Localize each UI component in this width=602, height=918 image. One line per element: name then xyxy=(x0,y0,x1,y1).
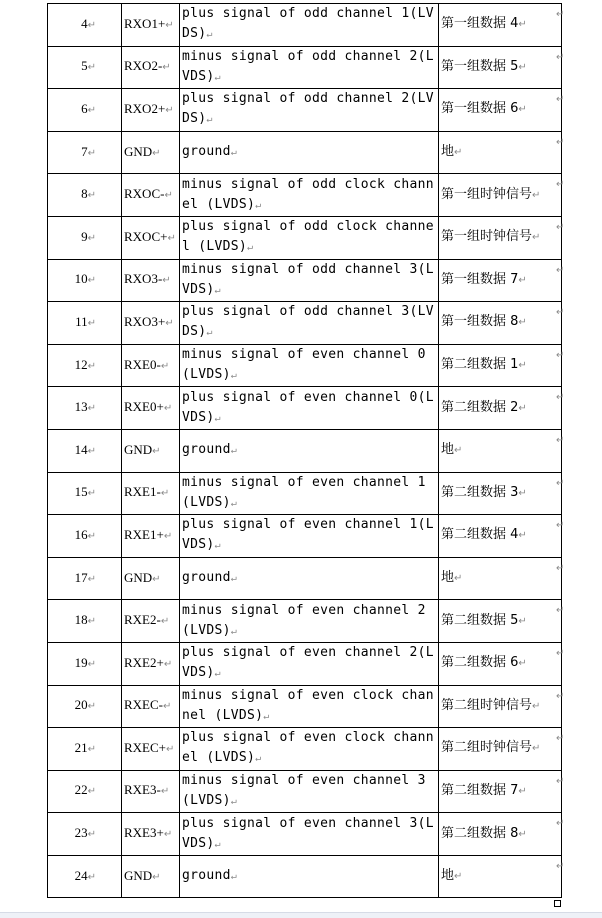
row-end-mark-icon: ↵ xyxy=(556,307,565,318)
table-row xyxy=(48,4,562,47)
paragraph-mark-icon: ↵ xyxy=(87,701,96,713)
chinese-description-text: 第二组数据 3 xyxy=(441,484,519,500)
signal-name-cell[interactable] xyxy=(122,216,180,259)
paragraph-mark-icon: ↵ xyxy=(454,147,463,159)
paragraph-mark-icon: ↵ xyxy=(518,19,527,31)
paragraph-mark-icon: ↵ xyxy=(247,242,254,254)
row-end-mark-icon: ↵ xyxy=(556,861,565,872)
paragraph-mark-icon: ↵ xyxy=(518,104,527,116)
pin-number-text: 24 xyxy=(74,867,88,883)
signal-description-text: ground xyxy=(182,442,231,458)
signal-description-text: ground xyxy=(182,144,231,160)
paragraph-mark-icon: ↵ xyxy=(230,445,238,457)
chinese-description-text: 地 xyxy=(441,868,455,884)
paragraph-mark-icon: ↵ xyxy=(518,785,527,797)
chinese-description-text: 第二组数据 8 xyxy=(441,825,519,841)
paragraph-mark-icon: ↵ xyxy=(214,71,221,83)
pin-number-text: 18 xyxy=(74,612,88,628)
chinese-description-text: 第一组时钟信号 xyxy=(441,229,533,245)
signal-name-cell[interactable] xyxy=(122,472,180,515)
paragraph-mark-icon: ↵ xyxy=(518,658,527,670)
chinese-description-cell[interactable] xyxy=(439,131,565,174)
table-row xyxy=(48,770,562,813)
paragraph-mark-icon: ↵ xyxy=(454,573,463,585)
signal-description-text: minus signal of even channel 3 (LVDS) xyxy=(182,772,426,808)
pin-number-cell[interactable] xyxy=(48,515,122,558)
row-end-mark-icon: ↵ xyxy=(556,520,565,531)
paragraph-mark-icon: ↵ xyxy=(532,232,541,244)
signal-description-text: ground xyxy=(182,868,231,884)
signal-name-text: RXOC+ xyxy=(124,228,168,244)
chinese-description-text: 第一组数据 6 xyxy=(441,101,519,117)
pin-number-cell[interactable] xyxy=(48,174,122,217)
signal-description-cell[interactable] xyxy=(180,387,439,430)
signal-name-text: GND xyxy=(124,143,153,159)
paragraph-mark-icon: ↵ xyxy=(164,190,173,202)
paragraph-mark-icon: ↵ xyxy=(532,189,541,201)
paragraph-mark-icon: ↵ xyxy=(230,625,238,637)
signal-description-text: plus signal of even channel 3(LVDS) xyxy=(182,815,434,851)
signal-name-cell[interactable] xyxy=(122,557,180,600)
signal-description-cell[interactable] xyxy=(180,131,439,174)
pin-number-text: 15 xyxy=(74,484,88,500)
signal-description-text: minus signal of odd clock channel (LVDS) xyxy=(182,176,434,212)
row-end-mark-icon: ↵ xyxy=(556,563,565,574)
paragraph-mark-icon: ↵ xyxy=(87,743,96,755)
paragraph-mark-icon: ↵ xyxy=(214,540,221,552)
signal-name-cell[interactable] xyxy=(122,344,180,387)
pin-number-cell[interactable] xyxy=(48,429,122,472)
paragraph-mark-icon: ↵ xyxy=(87,445,96,457)
table-row xyxy=(48,685,562,728)
table-row xyxy=(48,131,562,174)
chinese-description-cell[interactable] xyxy=(439,728,565,771)
paragraph-mark-icon: ↵ xyxy=(518,360,527,372)
paragraph-mark-icon: ↵ xyxy=(255,199,262,211)
signal-name-text: GND xyxy=(124,867,153,883)
chinese-description-cell[interactable] xyxy=(439,216,565,259)
pin-number-text: 6 xyxy=(81,100,88,116)
paragraph-mark-icon: ↵ xyxy=(152,573,161,585)
pin-number-cell[interactable] xyxy=(48,728,122,771)
paragraph-mark-icon: ↵ xyxy=(518,274,527,286)
paragraph-mark-icon: ↵ xyxy=(214,668,221,680)
paragraph-mark-icon: ↵ xyxy=(87,573,96,585)
paragraph-mark-icon: ↵ xyxy=(518,402,527,414)
chinese-description-text: 第一组数据 8 xyxy=(441,314,519,330)
pin-number-text: 11 xyxy=(75,313,88,329)
paragraph-mark-icon: ↵ xyxy=(162,62,171,74)
row-end-mark-icon: ↵ xyxy=(556,478,565,489)
chinese-description-text: 第二组数据 7 xyxy=(441,782,519,798)
signal-description-text: plus signal of even channel 1(LVDS) xyxy=(182,517,434,553)
signal-description-text: minus signal of odd channel 3(LVDS) xyxy=(182,261,434,297)
pin-number-text: 23 xyxy=(74,825,88,841)
paragraph-mark-icon: ↵ xyxy=(518,317,527,329)
paragraph-mark-icon: ↵ xyxy=(160,616,170,628)
pin-table-body xyxy=(48,4,565,898)
signal-description-text: minus signal of even channel 1 (LVDS) xyxy=(182,474,426,510)
chinese-description-cell[interactable] xyxy=(439,600,565,643)
paragraph-mark-icon: ↵ xyxy=(230,871,238,883)
signal-name-cell[interactable] xyxy=(122,174,180,217)
paragraph-mark-icon: ↵ xyxy=(206,114,213,126)
pin-number-cell[interactable] xyxy=(48,302,122,345)
pin-number-cell[interactable] xyxy=(48,344,122,387)
paragraph-mark-icon: ↵ xyxy=(230,497,238,509)
signal-description-cell[interactable] xyxy=(180,259,439,302)
table-row xyxy=(48,344,562,387)
paragraph-mark-icon: ↵ xyxy=(518,828,527,840)
paragraph-mark-icon: ↵ xyxy=(87,871,96,883)
chinese-description-cell[interactable] xyxy=(439,302,565,345)
signal-description-cell[interactable] xyxy=(180,174,439,217)
signal-name-text: RXOC- xyxy=(124,186,165,202)
pin-number-text: 4 xyxy=(81,15,88,31)
chinese-description-cell[interactable] xyxy=(439,855,565,898)
signal-name-cell[interactable] xyxy=(122,813,180,856)
row-end-mark-icon: ↵ xyxy=(556,392,565,403)
pin-number-cell[interactable] xyxy=(48,813,122,856)
pin-number-cell[interactable] xyxy=(48,855,122,898)
row-end-mark-icon: ↵ xyxy=(556,691,565,702)
pin-number-cell[interactable] xyxy=(48,557,122,600)
table-row xyxy=(48,259,562,302)
row-end-mark-icon: ↵ xyxy=(556,265,565,276)
signal-name-text: RXE0- xyxy=(124,356,161,372)
paragraph-mark-icon: ↵ xyxy=(518,487,527,499)
signal-description-text: plus signal of odd channel 1(LVDS) xyxy=(182,6,434,42)
table-row xyxy=(48,472,562,515)
table-row xyxy=(48,813,562,856)
signal-name-cell[interactable] xyxy=(122,429,180,472)
paragraph-mark-icon: ↵ xyxy=(163,530,173,542)
chinese-description-cell[interactable] xyxy=(439,46,565,89)
paragraph-mark-icon: ↵ xyxy=(87,658,96,670)
table-row xyxy=(48,429,562,472)
row-end-mark-icon: ↵ xyxy=(556,435,565,446)
signal-description-cell[interactable] xyxy=(180,429,439,472)
paragraph-mark-icon: ↵ xyxy=(167,232,176,244)
signal-description-cell[interactable] xyxy=(180,600,439,643)
chinese-description-cell[interactable] xyxy=(439,813,565,856)
paragraph-mark-icon: ↵ xyxy=(454,871,463,883)
pin-number-text: 9 xyxy=(81,228,88,244)
signal-description-cell[interactable] xyxy=(180,770,439,813)
paragraph-mark-icon: ↵ xyxy=(532,700,541,712)
signal-description-cell[interactable] xyxy=(180,4,439,47)
signal-description-cell[interactable] xyxy=(180,642,439,685)
paragraph-mark-icon: ↵ xyxy=(87,530,96,542)
signal-description-cell[interactable] xyxy=(180,46,439,89)
chinese-description-text: 第一组数据 7 xyxy=(441,271,519,287)
row-end-mark-icon: ↵ xyxy=(556,52,565,63)
pin-number-cell[interactable] xyxy=(48,472,122,515)
paragraph-mark-icon: ↵ xyxy=(230,147,238,159)
chinese-description-cell[interactable] xyxy=(439,472,565,515)
paragraph-mark-icon: ↵ xyxy=(87,147,96,159)
pin-number-cell[interactable] xyxy=(48,46,122,89)
pin-number-cell[interactable] xyxy=(48,131,122,174)
chinese-description-cell[interactable] xyxy=(439,174,565,217)
chinese-description-cell[interactable] xyxy=(439,89,565,132)
signal-name-cell[interactable] xyxy=(122,515,180,558)
table-row xyxy=(48,89,562,132)
signal-name-text: RXO2- xyxy=(124,58,163,74)
table-row xyxy=(48,302,562,345)
table-row xyxy=(48,557,562,600)
paragraph-mark-icon: ↵ xyxy=(160,488,170,500)
signal-name-cell[interactable] xyxy=(122,302,180,345)
signal-name-text: GND xyxy=(124,569,153,585)
pin-number-cell[interactable] xyxy=(48,4,122,47)
pin-definition-table xyxy=(47,3,565,898)
paragraph-mark-icon: ↵ xyxy=(87,232,96,244)
table-row xyxy=(48,600,562,643)
signal-description-text: minus signal of odd channel 2(LVDS) xyxy=(182,48,434,84)
table-row xyxy=(48,855,562,898)
signal-name-text: RXE0+ xyxy=(124,399,164,415)
signal-description-text: ground xyxy=(182,570,231,586)
chinese-description-text: 第二组数据 4 xyxy=(441,527,519,543)
row-end-mark-icon: ↵ xyxy=(556,350,565,361)
signal-description-cell[interactable] xyxy=(180,855,439,898)
table-row xyxy=(48,216,562,259)
pin-number-text: 17 xyxy=(74,569,88,585)
signal-description-text: plus signal of odd channel 2(LVDS) xyxy=(182,91,434,127)
pin-number-text: 8 xyxy=(81,186,88,202)
row-end-mark-icon: ↵ xyxy=(556,818,565,829)
signal-description-cell[interactable] xyxy=(180,344,439,387)
paragraph-mark-icon: ↵ xyxy=(165,19,174,31)
pin-number-cell[interactable] xyxy=(48,259,122,302)
chinese-description-text: 第一组时钟信号 xyxy=(441,186,533,202)
paragraph-mark-icon: ↵ xyxy=(87,317,96,329)
signal-name-text: RXE1+ xyxy=(124,526,164,542)
chinese-description-cell[interactable] xyxy=(439,4,565,47)
paragraph-mark-icon: ↵ xyxy=(255,753,262,765)
signal-description-cell[interactable] xyxy=(180,813,439,856)
paragraph-mark-icon: ↵ xyxy=(163,658,173,670)
chinese-description-text: 第二组数据 2 xyxy=(441,399,519,415)
chinese-description-text: 第一组数据 4 xyxy=(441,16,519,32)
paragraph-mark-icon: ↵ xyxy=(152,445,161,457)
chinese-description-text: 第一组数据 5 xyxy=(441,58,519,74)
row-end-mark-icon: ↵ xyxy=(556,94,565,105)
chinese-description-text: 第二组数据 1 xyxy=(441,357,519,373)
paragraph-mark-icon: ↵ xyxy=(518,61,527,73)
paragraph-mark-icon: ↵ xyxy=(165,317,174,329)
paragraph-mark-icon: ↵ xyxy=(87,104,96,116)
pin-number-cell[interactable] xyxy=(48,770,122,813)
signal-name-cell[interactable] xyxy=(122,4,180,47)
pin-number-text: 16 xyxy=(74,526,88,542)
paragraph-mark-icon: ↵ xyxy=(230,370,238,382)
paragraph-mark-icon: ↵ xyxy=(166,743,175,755)
pin-number-cell[interactable] xyxy=(48,89,122,132)
signal-name-text: RXEC+ xyxy=(124,739,167,755)
table-row xyxy=(48,174,562,217)
signal-description-text: minus signal of even clock channel (LVDS) xyxy=(182,687,434,723)
pin-number-cell[interactable] xyxy=(48,600,122,643)
chinese-description-text: 第二组数据 5 xyxy=(441,612,519,628)
signal-name-text: RXE3- xyxy=(124,782,161,798)
signal-name-cell[interactable] xyxy=(122,131,180,174)
chinese-description-cell[interactable] xyxy=(439,515,565,558)
table-row xyxy=(48,387,562,430)
signal-name-text: RXO2+ xyxy=(124,100,166,116)
signal-description-text: minus signal of even channel 0 (LVDS) xyxy=(182,347,426,383)
signal-name-cell[interactable] xyxy=(122,259,180,302)
chinese-description-text: 第二组时钟信号 xyxy=(441,697,533,713)
pin-number-text: 14 xyxy=(74,441,88,457)
signal-name-text: RXE1- xyxy=(124,484,161,500)
table-row xyxy=(48,728,562,771)
pin-number-text: 22 xyxy=(74,782,88,798)
pin-number-cell[interactable] xyxy=(48,387,122,430)
signal-description-text: plus signal of even channel 2(LVDS) xyxy=(182,645,434,681)
chinese-description-cell[interactable] xyxy=(439,557,565,600)
chinese-description-cell[interactable] xyxy=(439,344,565,387)
paragraph-mark-icon: ↵ xyxy=(87,403,96,415)
signal-name-text: RXE2- xyxy=(124,612,161,628)
paragraph-mark-icon: ↵ xyxy=(160,786,170,798)
pin-number-text: 20 xyxy=(74,697,88,713)
signal-name-text: RXO1+ xyxy=(124,15,166,31)
paragraph-mark-icon: ↵ xyxy=(87,62,96,74)
paragraph-mark-icon: ↵ xyxy=(163,701,172,713)
chinese-description-text: 第二组数据 6 xyxy=(441,655,519,671)
row-end-mark-icon: ↵ xyxy=(556,733,565,744)
paragraph-mark-icon: ↵ xyxy=(152,147,161,159)
chinese-description-text: 地 xyxy=(441,144,455,160)
paragraph-mark-icon: ↵ xyxy=(230,573,238,585)
signal-name-text: RXO3- xyxy=(124,271,163,287)
paragraph-mark-icon: ↵ xyxy=(160,360,170,372)
paragraph-mark-icon: ↵ xyxy=(87,488,96,500)
paragraph-mark-icon: ↵ xyxy=(87,19,96,31)
row-end-mark-icon: ↵ xyxy=(556,776,565,787)
signal-description-cell[interactable] xyxy=(180,216,439,259)
signal-name-cell[interactable] xyxy=(122,89,180,132)
paragraph-mark-icon: ↵ xyxy=(214,284,221,296)
chinese-description-cell[interactable] xyxy=(439,387,565,430)
signal-name-cell[interactable] xyxy=(122,770,180,813)
paragraph-mark-icon: ↵ xyxy=(214,412,221,424)
signal-description-cell[interactable] xyxy=(180,728,439,771)
signal-description-cell[interactable] xyxy=(180,89,439,132)
paragraph-mark-icon: ↵ xyxy=(230,795,238,807)
signal-name-text: GND xyxy=(124,441,153,457)
paragraph-mark-icon: ↵ xyxy=(163,829,173,841)
signal-description-text: plus signal of odd clock channel (LVDS) xyxy=(182,219,434,255)
signal-name-cell[interactable] xyxy=(122,46,180,89)
signal-description-cell[interactable] xyxy=(180,515,439,558)
chinese-description-text: 第二组时钟信号 xyxy=(441,740,533,756)
chinese-description-cell[interactable] xyxy=(439,642,565,685)
row-end-mark-icon: ↵ xyxy=(556,648,565,659)
chinese-description-cell[interactable] xyxy=(439,259,565,302)
paragraph-mark-icon: ↵ xyxy=(87,275,96,287)
table-row xyxy=(48,515,562,558)
signal-description-cell[interactable] xyxy=(180,685,439,728)
pin-number-cell[interactable] xyxy=(48,685,122,728)
page-bottom-edge xyxy=(0,912,602,918)
paragraph-mark-icon: ↵ xyxy=(518,530,527,542)
paragraph-mark-icon: ↵ xyxy=(87,616,96,628)
table-resize-handle[interactable] xyxy=(554,900,561,907)
signal-description-cell[interactable] xyxy=(180,302,439,345)
signal-name-cell[interactable] xyxy=(122,600,180,643)
paragraph-mark-icon: ↵ xyxy=(518,615,527,627)
signal-name-cell[interactable] xyxy=(122,642,180,685)
paragraph-mark-icon: ↵ xyxy=(206,327,213,339)
row-end-mark-icon: ↵ xyxy=(556,137,565,148)
row-end-mark-icon: ↵ xyxy=(556,605,565,616)
signal-name-text: RXE2+ xyxy=(124,654,164,670)
paragraph-mark-icon: ↵ xyxy=(165,104,174,116)
signal-description-text: plus signal of odd channel 3(LVDS) xyxy=(182,304,434,340)
pin-number-text: 12 xyxy=(74,356,88,372)
chinese-description-cell[interactable] xyxy=(439,770,565,813)
chinese-description-cell[interactable] xyxy=(439,685,565,728)
row-end-mark-icon: ↵ xyxy=(556,222,565,233)
row-end-mark-icon: ↵ xyxy=(556,9,565,20)
signal-name-text: RXE3+ xyxy=(124,825,164,841)
signal-name-text: RXEC- xyxy=(124,697,163,713)
paragraph-mark-icon: ↵ xyxy=(532,743,541,755)
chinese-description-text: 地 xyxy=(441,570,455,586)
signal-name-text: RXO3+ xyxy=(124,313,166,329)
signal-name-cell[interactable] xyxy=(122,728,180,771)
signal-name-cell[interactable] xyxy=(122,685,180,728)
signal-description-cell[interactable] xyxy=(180,557,439,600)
pin-number-text: 5 xyxy=(81,58,88,74)
paragraph-mark-icon: ↵ xyxy=(214,838,221,850)
paragraph-mark-icon: ↵ xyxy=(87,360,96,372)
paragraph-mark-icon: ↵ xyxy=(162,275,171,287)
pin-number-text: 10 xyxy=(74,271,88,287)
table-row xyxy=(48,642,562,685)
row-end-mark-icon: ↵ xyxy=(556,179,565,190)
paragraph-mark-icon: ↵ xyxy=(87,786,96,798)
signal-description-text: plus signal of even clock channel (LVDS) xyxy=(182,730,434,766)
paragraph-mark-icon: ↵ xyxy=(87,829,96,841)
chinese-description-text: 地 xyxy=(441,442,455,458)
paragraph-mark-icon: ↵ xyxy=(87,190,96,202)
pin-number-text: 19 xyxy=(74,654,88,670)
pin-number-text: 13 xyxy=(74,399,88,415)
paragraph-mark-icon: ↵ xyxy=(152,871,161,883)
paragraph-mark-icon: ↵ xyxy=(454,445,463,457)
signal-description-cell[interactable] xyxy=(180,472,439,515)
pin-number-text: 21 xyxy=(74,739,88,755)
table-row xyxy=(48,46,562,89)
paragraph-mark-icon: ↵ xyxy=(206,29,213,41)
pin-number-text: 7 xyxy=(81,143,88,159)
signal-name-cell[interactable] xyxy=(122,855,180,898)
pin-number-cell[interactable] xyxy=(48,216,122,259)
pin-number-cell[interactable] xyxy=(48,642,122,685)
signal-name-cell[interactable] xyxy=(122,387,180,430)
chinese-description-cell[interactable] xyxy=(439,429,565,472)
paragraph-mark-icon: ↵ xyxy=(263,710,270,722)
signal-description-text: minus signal of even channel 2 (LVDS) xyxy=(182,602,426,638)
paragraph-mark-icon: ↵ xyxy=(163,403,173,415)
signal-description-text: plus signal of even channel 0(LVDS) xyxy=(182,389,434,425)
